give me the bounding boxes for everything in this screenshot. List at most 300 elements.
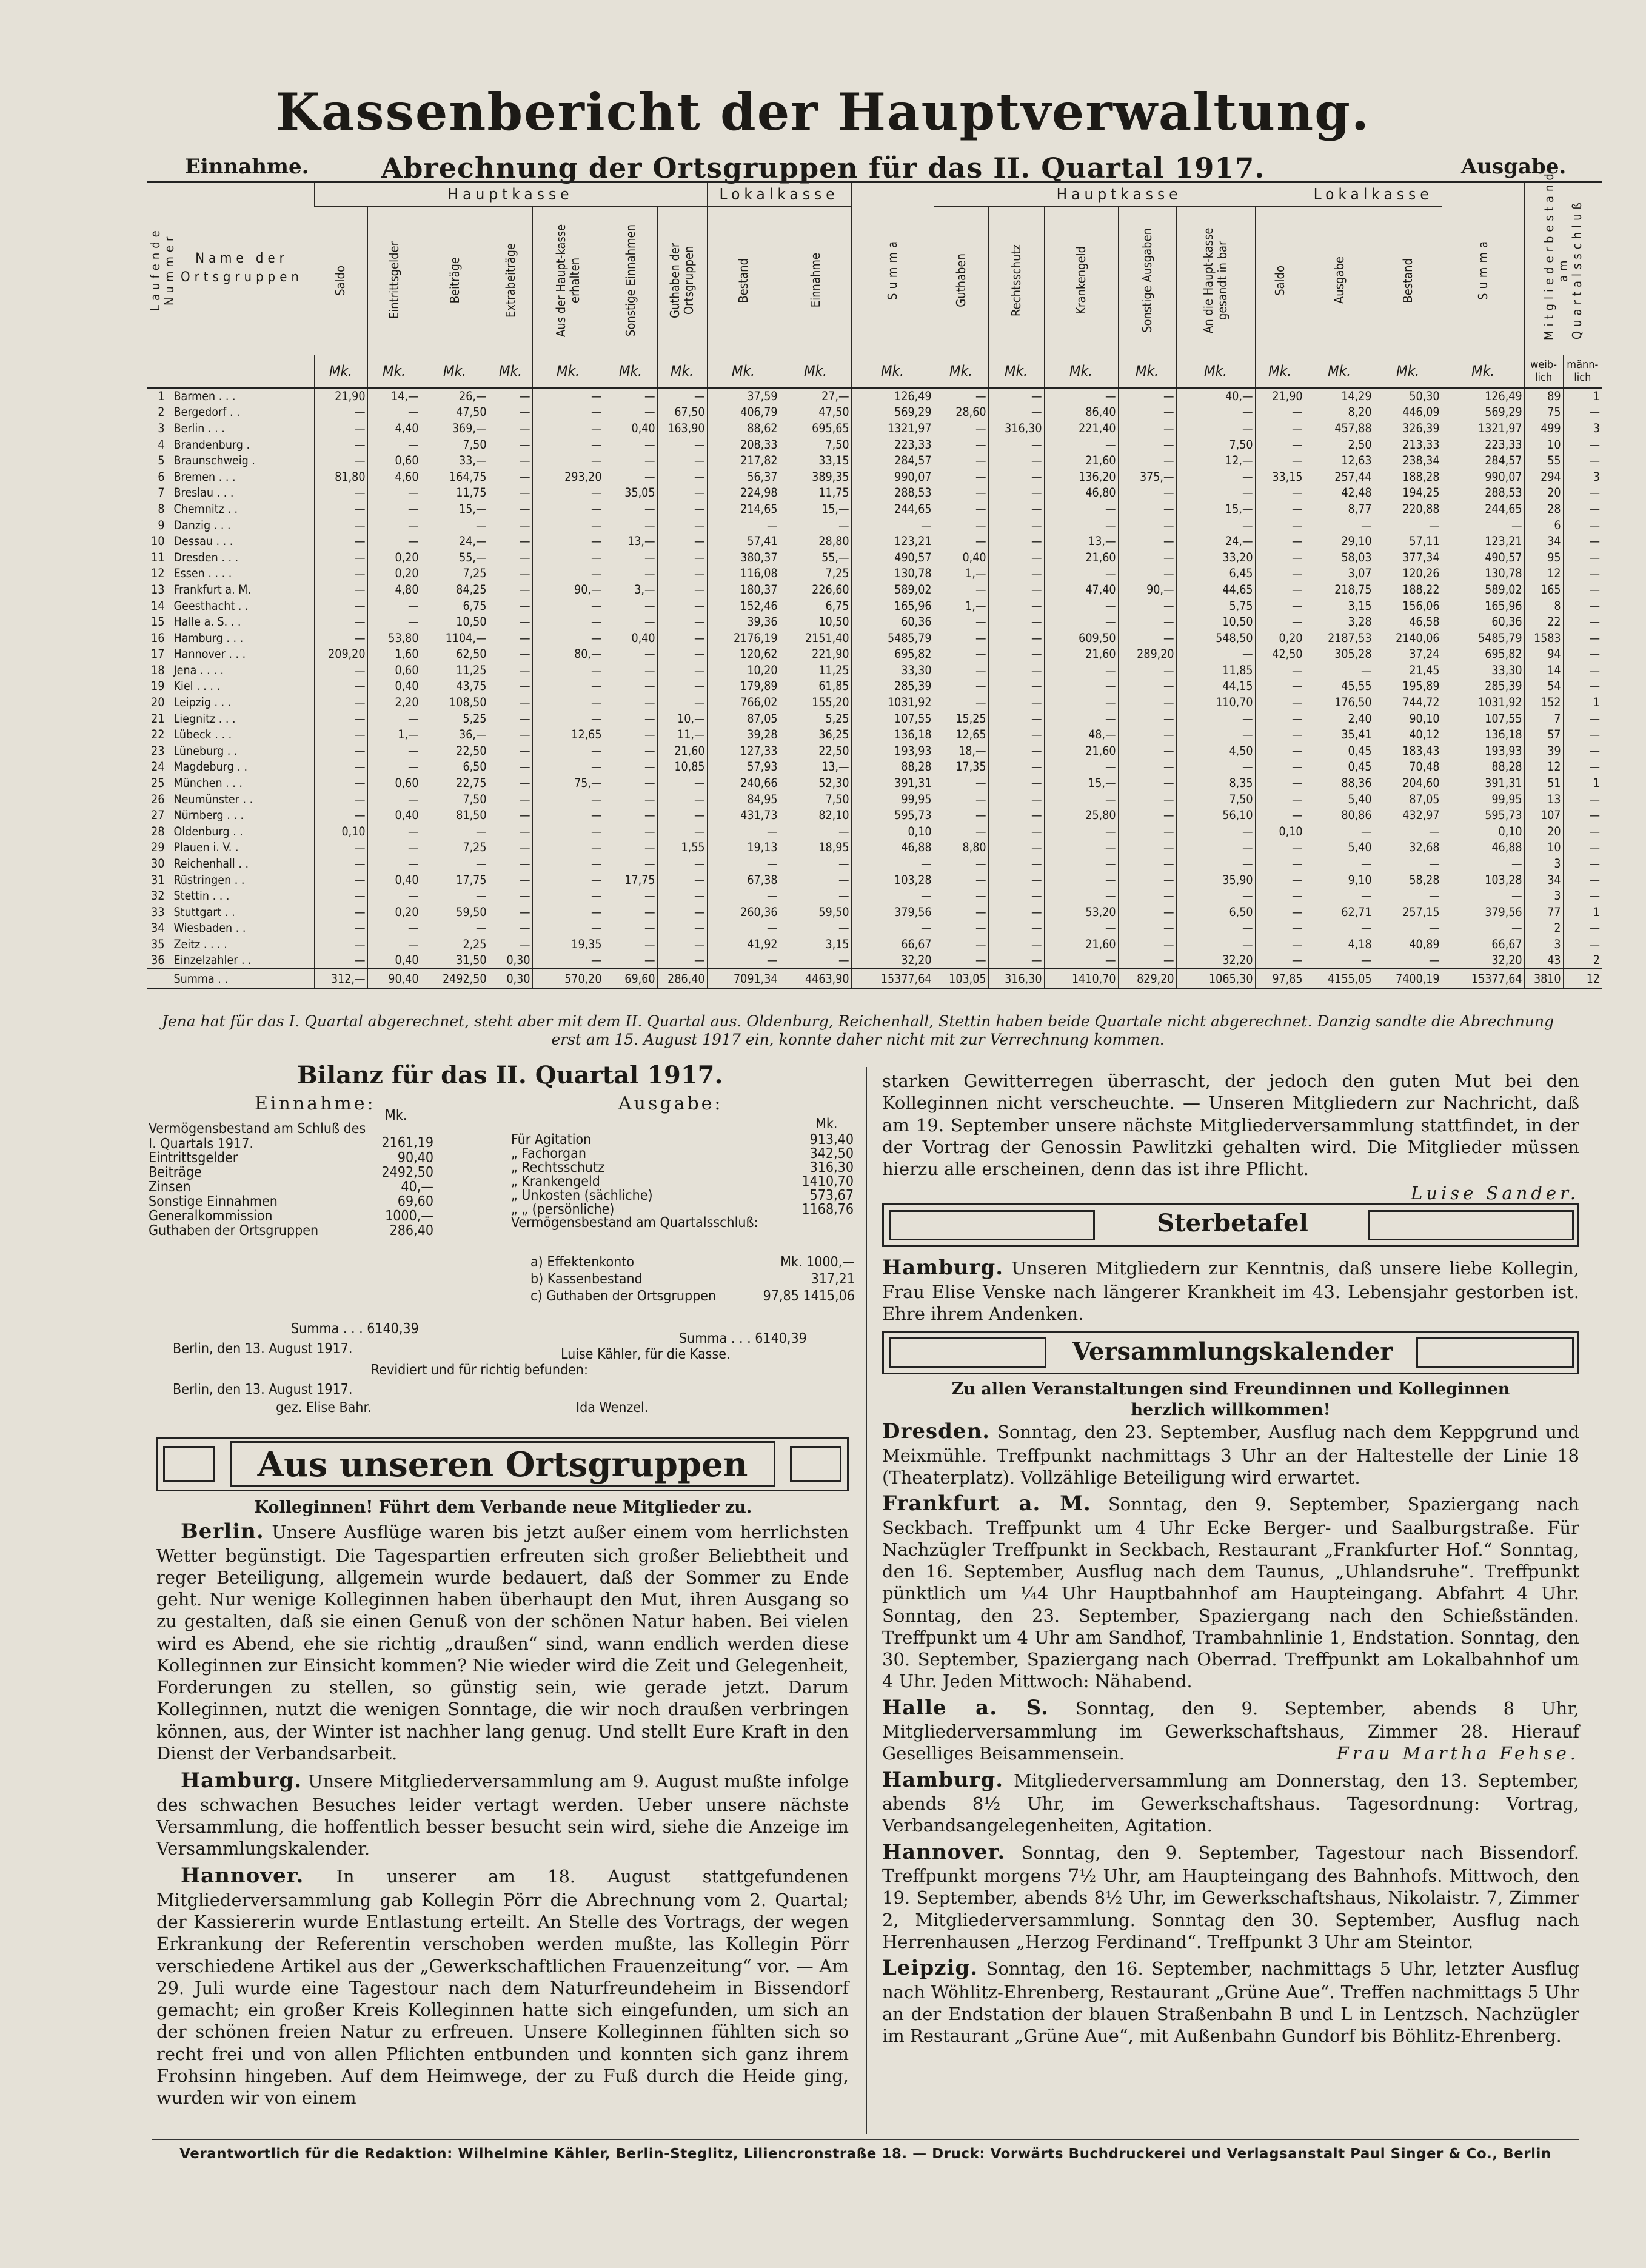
sterbetafel-title: Sterbetafel: [1157, 1209, 1308, 1237]
row-value: —: [1563, 566, 1602, 582]
row-value: —: [489, 678, 532, 695]
row-value: 3: [1563, 420, 1602, 437]
row-number: 2: [158, 405, 165, 420]
row-value: —: [532, 743, 604, 759]
row-value: 42,50: [1255, 646, 1305, 663]
row-value: —: [934, 775, 988, 791]
row-value: 59,50: [421, 904, 489, 920]
row-value: 8,80: [934, 840, 988, 856]
row-value: 5,40: [1305, 840, 1374, 856]
row-value: —: [1118, 775, 1176, 791]
row-value: 0,60: [367, 452, 421, 469]
row-value: 13,—: [780, 759, 851, 775]
row-value: —: [934, 904, 988, 920]
th-col-14: Krankengeld: [1044, 206, 1118, 355]
sterbetafel-ornament-left: [889, 1210, 1095, 1240]
row-value: 136,20: [1044, 469, 1118, 485]
row-value: 377,34: [1374, 549, 1442, 566]
row-value: —: [1255, 888, 1305, 904]
row-value: 156,06: [1374, 598, 1442, 614]
row-value: —: [1255, 678, 1305, 695]
sum-value: 7091,34: [707, 968, 780, 989]
row-value: —: [1305, 517, 1374, 534]
row-value: 1: [1563, 388, 1602, 404]
row-value: —: [604, 888, 657, 904]
row-value: —: [707, 823, 780, 840]
row-value: —: [532, 420, 604, 437]
row-value: —: [1563, 888, 1602, 904]
row-value: —: [1374, 517, 1442, 534]
row-value: —: [1118, 904, 1176, 920]
row-value: —: [988, 614, 1044, 630]
row-value: —: [1044, 566, 1118, 582]
row-name: Essen . . . .: [170, 566, 314, 582]
row-value: —: [314, 517, 367, 534]
row-value: —: [604, 791, 657, 808]
row-name: Jena . . . .: [170, 662, 314, 678]
row-value: —: [934, 952, 988, 969]
row-value: 37,24: [1374, 646, 1442, 663]
row-value: 293,20: [532, 469, 604, 485]
row-value: 180,37: [707, 581, 780, 598]
row-value: 213,33: [1374, 437, 1442, 453]
th-col-13: Rechtsschutz: [988, 206, 1044, 355]
row-value: —: [604, 452, 657, 469]
row-value: 3: [1524, 888, 1563, 904]
row-value: —: [657, 936, 707, 952]
row-value: —: [1255, 952, 1305, 969]
row-value: 39,36: [707, 614, 780, 630]
row-value: —: [1255, 694, 1305, 711]
row-name: Dessau . . .: [170, 533, 314, 549]
row-value: 1104,—: [421, 630, 489, 646]
row-value: 0,40: [604, 630, 657, 646]
row-value: 10: [1524, 437, 1563, 453]
row-value: —: [314, 936, 367, 952]
bilanz-line-label: Für Agitation: [511, 1132, 592, 1148]
row-value: 58,28: [1374, 872, 1442, 888]
row-value: 116,08: [707, 566, 780, 582]
row-value: 53,20: [1044, 904, 1118, 920]
th-col-7: Sonstige Einnahmen: [604, 206, 657, 355]
row-value: —: [1255, 711, 1305, 727]
row-value: 15,25: [934, 711, 988, 727]
row-value: —: [314, 840, 367, 856]
bilanz-verm-label: Vermögensbestand am Quartalsschluß:: [511, 1215, 758, 1231]
bilanz-line: [149, 1165, 433, 1180]
row-value: —: [1118, 662, 1176, 678]
bilanz-line-label: c) Guthaben der Ortsgruppen: [530, 1288, 717, 1304]
row-value: —: [657, 388, 707, 404]
row-value: 391,31: [851, 775, 934, 791]
row-value: 217,82: [707, 452, 780, 469]
row-name: Braunschweig .: [170, 452, 314, 469]
row-value: —: [489, 501, 532, 517]
table-row: [147, 840, 1602, 856]
row-value: 32,20: [1176, 952, 1255, 969]
row-value: 7,25: [780, 566, 851, 582]
row-number: 11: [151, 550, 165, 564]
row-value: —: [489, 936, 532, 952]
bilanz-line: [149, 1223, 433, 1239]
row-value: —: [1118, 952, 1176, 969]
row-value: 36,25: [780, 726, 851, 743]
row-value: 7,50: [780, 791, 851, 808]
row-number: 4: [158, 437, 165, 452]
row-value: —: [1118, 404, 1176, 421]
bilanz-ausgabe-label: Ausgabe:: [618, 1093, 723, 1114]
row-number: 1: [158, 389, 165, 404]
row-value: 208,33: [707, 437, 780, 453]
bilanz-line-label: Generalkommission: [149, 1208, 273, 1224]
row-number: 14: [151, 598, 165, 613]
th-name: Name der Ortsgruppen: [170, 182, 314, 355]
row-value: 223,33: [851, 437, 934, 453]
row-number: 25: [151, 776, 165, 791]
row-value: —: [988, 566, 1044, 582]
unit-cell: Mk.: [780, 355, 851, 388]
row-value: 107,55: [1442, 711, 1524, 727]
row-value: —: [314, 952, 367, 969]
row-value: 1,—: [367, 726, 421, 743]
table-row: [147, 694, 1602, 711]
row-value: —: [1255, 855, 1305, 872]
row-value: —: [314, 807, 367, 823]
row-value: 33,—: [421, 452, 489, 469]
table-row: [147, 711, 1602, 727]
row-value: —: [657, 598, 707, 614]
row-value: —: [1255, 566, 1305, 582]
row-value: —: [1118, 840, 1176, 856]
th-col-5: Extrabeiträge: [489, 206, 532, 355]
row-value: —: [367, 920, 421, 937]
kalender-entry: [882, 1491, 1579, 1693]
row-value: —: [489, 404, 532, 421]
row-value: —: [1118, 485, 1176, 501]
row-value: 46,88: [851, 840, 934, 856]
row-value: 31,50: [421, 952, 489, 969]
row-value: —: [988, 936, 1044, 952]
row-value: —: [367, 936, 421, 952]
row-value: —: [314, 566, 367, 582]
row-value: —: [1044, 823, 1118, 840]
row-value: 209,20: [314, 646, 367, 663]
row-number: 6: [158, 469, 165, 484]
sum-value: 15377,64: [1442, 968, 1524, 989]
row-value: —: [604, 646, 657, 663]
sum-value: 4463,90: [780, 968, 851, 989]
row-value: 42,48: [1305, 485, 1374, 501]
row-value: 0,30: [489, 952, 532, 969]
bilanz-line-label: „ Krankengeld: [511, 1174, 600, 1189]
table-row: [147, 678, 1602, 695]
row-value: 548,50: [1176, 630, 1255, 646]
bilanz-line-value: 316,30: [809, 1160, 854, 1176]
row-number: 8: [158, 501, 165, 516]
row-name: Rüstringen . .: [170, 872, 314, 888]
row-value: 193,93: [1442, 743, 1524, 759]
page-title: Kassenbericht der Hauptverwaltung.: [275, 82, 1371, 142]
row-value: —: [1255, 807, 1305, 823]
row-value: —: [532, 694, 604, 711]
row-value: —: [1118, 678, 1176, 695]
row-value: 61,85: [780, 678, 851, 695]
row-value: —: [1255, 726, 1305, 743]
row-value: 130,78: [1442, 566, 1524, 582]
row-value: —: [1176, 404, 1255, 421]
bilanz-mk-right: Mk.: [815, 1116, 838, 1132]
row-value: 285,39: [851, 678, 934, 695]
row-value: 12,65: [934, 726, 988, 743]
row-value: 2140,06: [1374, 630, 1442, 646]
row-value: —: [1563, 485, 1602, 501]
row-value: 22: [1524, 614, 1563, 630]
table-row: [147, 598, 1602, 614]
row-value: —: [314, 437, 367, 453]
row-value: 155,20: [780, 694, 851, 711]
bilanz-line-label: b) Kassenbestand: [530, 1271, 643, 1287]
row-value: 21,90: [314, 388, 367, 404]
row-value: 127,33: [707, 743, 780, 759]
row-value: —: [1176, 711, 1255, 727]
row-value: 94: [1524, 646, 1563, 663]
row-value: 15,—: [1044, 775, 1118, 791]
row-value: —: [604, 726, 657, 743]
row-name: Leipzig . . .: [170, 694, 314, 711]
table-row: [147, 437, 1602, 453]
row-value: —: [657, 452, 707, 469]
row-value: —: [657, 581, 707, 598]
row-value: —: [367, 598, 421, 614]
row-value: 47,40: [1044, 581, 1118, 598]
row-value: —: [1118, 759, 1176, 775]
row-value: —: [1118, 823, 1176, 840]
bilanz-line-value: 913,40: [809, 1132, 854, 1148]
row-value: —: [367, 759, 421, 775]
table-row: [147, 936, 1602, 952]
row-value: —: [314, 630, 367, 646]
row-value: —: [532, 952, 604, 969]
row-value: 35,90: [1176, 872, 1255, 888]
row-value: —: [604, 807, 657, 823]
row-value: —: [1255, 517, 1305, 534]
row-value: 195,89: [1374, 678, 1442, 695]
row-value: —: [532, 485, 604, 501]
row-value: —: [934, 614, 988, 630]
row-value: —: [489, 759, 532, 775]
table-row: [147, 549, 1602, 566]
row-value: 10,20: [707, 662, 780, 678]
row-value: —: [1044, 517, 1118, 534]
sum-value: 97,85: [1255, 968, 1305, 989]
row-value: —: [1374, 920, 1442, 937]
row-value: 0,20: [1255, 630, 1305, 646]
row-value: —: [707, 517, 780, 534]
row-number: 23: [151, 743, 165, 758]
kalender-intro: Zu allen Veranstaltungen sind Freundinnen und Kolleginnen herzlich willkommen!: [951, 1380, 1510, 1419]
row-value: —: [421, 823, 489, 840]
row-value: 221,90: [780, 646, 851, 663]
row-value: —: [489, 614, 532, 630]
row-value: 326,39: [1374, 420, 1442, 437]
row-value: —: [988, 711, 1044, 727]
row-number: 35: [151, 937, 165, 951]
row-value: —: [657, 533, 707, 549]
row-value: —: [988, 888, 1044, 904]
row-value: 432,97: [1374, 807, 1442, 823]
row-value: 2187,53: [1305, 630, 1374, 646]
row-value: —: [489, 807, 532, 823]
table-row: [147, 614, 1602, 630]
row-value: —: [1176, 726, 1255, 743]
row-value: 26,—: [421, 388, 489, 404]
row-value: —: [707, 920, 780, 937]
continuation-text: starken Gewitterregen überrascht, der jedoch den guten Mut bei den Kolleginnen nicht verscheuchte. — Unseren Mitgliedern zur Nachricht, daß am 19. September unsere nächste Mitgliederversammlung stattfindet, in der der Vortrag der Genossin Pawlitzki gehalten wird. Die Mitglieder müssen hierzu alle erscheinen, denn das ist ihre Pflicht.: [882, 1071, 1579, 1179]
row-number: 21: [151, 711, 165, 726]
row-name: Lübeck . . .: [170, 726, 314, 743]
row-value: —: [988, 404, 1044, 421]
row-value: 80,86: [1305, 807, 1374, 823]
row-value: 766,02: [707, 694, 780, 711]
row-value: 152,46: [707, 598, 780, 614]
row-value: —: [988, 598, 1044, 614]
row-value: —: [1176, 469, 1255, 485]
row-value: 36,—: [421, 726, 489, 743]
row-value: —: [1176, 840, 1255, 856]
row-value: 24,—: [1176, 533, 1255, 549]
table-row: [147, 823, 1602, 840]
row-value: 90,—: [532, 581, 604, 598]
unit-cell: Mk.: [1118, 355, 1176, 388]
row-value: 17,35: [934, 759, 988, 775]
row-value: —: [489, 517, 532, 534]
row-value: —: [532, 823, 604, 840]
bilanz-rev-1: gez. Elise Bahr.: [276, 1400, 372, 1416]
row-value: 33,20: [1176, 549, 1255, 566]
th-col-2: Saldo: [314, 206, 367, 355]
row-value: 44,15: [1176, 678, 1255, 695]
row-value: 0,40: [604, 420, 657, 437]
sum-value: 316,30: [988, 968, 1044, 989]
row-number: 17: [151, 647, 165, 661]
row-value: 3: [1563, 469, 1602, 485]
table-row: [147, 469, 1602, 485]
row-value: 14: [1524, 662, 1563, 678]
row-value: 95: [1524, 549, 1563, 566]
row-value: —: [314, 726, 367, 743]
row-value: 695,82: [851, 646, 934, 663]
row-value: —: [988, 920, 1044, 937]
row-name: Stettin . . .: [170, 888, 314, 904]
row-value: 75: [1524, 404, 1563, 421]
row-value: —: [489, 388, 532, 404]
row-value: —: [532, 614, 604, 630]
row-value: —: [1563, 501, 1602, 517]
row-value: —: [1255, 840, 1305, 856]
unit-cell: [170, 355, 314, 388]
row-value: 14,29: [1305, 388, 1374, 404]
row-value: 1,—: [934, 566, 988, 582]
row-value: 88,28: [851, 759, 934, 775]
row-value: 11,75: [780, 485, 851, 501]
bilanz-line-label: Eintrittsgelder: [149, 1150, 238, 1166]
th-col-18: Ausgabe: [1305, 206, 1374, 355]
row-value: 123,21: [851, 533, 934, 549]
row-value: 57: [1524, 726, 1563, 743]
row-value: —: [532, 904, 604, 920]
row-value: 99,95: [1442, 791, 1524, 808]
sterbetafel-text: Unseren Mitgliedern zur Kenntnis, daß unsere liebe Kollegin, Frau Elise Venske nach längerer Krankheit im 43. Lebensjahr gestorben ist. Ehre ihrem Andenken.: [882, 1258, 1579, 1324]
row-name: Magdeburg . .: [170, 759, 314, 775]
row-value: 3,—: [604, 581, 657, 598]
row-value: 82,10: [780, 807, 851, 823]
row-value: —: [934, 469, 988, 485]
sum-value: 1410,70: [1044, 968, 1118, 989]
bilanz-line-value: 97,85 1415,06: [763, 1288, 855, 1304]
row-number: 7: [158, 486, 165, 500]
kalender-entry: [882, 1839, 1579, 1953]
row-value: —: [1044, 855, 1118, 872]
row-number: 18: [151, 663, 165, 677]
th-col-17: Saldo: [1255, 206, 1305, 355]
table-row: [147, 501, 1602, 517]
row-value: 744,72: [1374, 694, 1442, 711]
row-value: —: [532, 759, 604, 775]
row-value: 14,—: [367, 388, 421, 404]
row-value: 88,36: [1305, 775, 1374, 791]
row-value: 120,26: [1374, 566, 1442, 582]
row-value: 54: [1524, 678, 1563, 695]
row-value: —: [934, 920, 988, 937]
row-value: 369,—: [421, 420, 489, 437]
row-value: 35,41: [1305, 726, 1374, 743]
row-value: 0,10: [314, 823, 367, 840]
row-value: 7,50: [421, 791, 489, 808]
row-value: —: [314, 678, 367, 695]
row-value: 81,50: [421, 807, 489, 823]
ortsgruppe-text: In unserer am 18. August stattgefundenen Mitgliederversammlung gab Kollegin Pörr die Abrechnung vom 2. Quartal; der Kassiererin wurde Entlastung erteilt. An Stelle des Vortrags, der wegen Erkrankung der Referentin verschoben werden mußte, las Kollegin Pörr verschiedene Artikel aus der „Gewerkschaftlichen Frauenzeitung“ vor. — Am 29. Juli wurde eine Tagestour nach dem Naturfreundeheim in Bissendorf gemacht; ein großer Kreis Kolleginnen hatte sich eingefunden, um sich an der schönen freien Natur zu erfreuen. Unsere Kolleginnen fühlten sich so recht frei und von allen Pflichten entbunden und konnten sich ganz ihrem Frohsinn hingeben. Auf dem Heimwege, der zu Fuß durch die Heide ging, wurden wir von einem: [156, 1866, 849, 2108]
row-value: —: [1044, 888, 1118, 904]
row-value: —: [988, 694, 1044, 711]
row-value: —: [532, 533, 604, 549]
row-value: —: [1118, 437, 1176, 453]
row-value: 12,65: [532, 726, 604, 743]
row-value: 1031,92: [851, 694, 934, 711]
unit-cell: Mk.: [421, 355, 489, 388]
row-value: —: [489, 888, 532, 904]
row-value: —: [489, 549, 532, 566]
bilanz-summa-aus: Summa . . . 6140,39: [679, 1331, 807, 1346]
row-value: 214,65: [707, 501, 780, 517]
row-value: 589,02: [851, 581, 934, 598]
row-value: —: [1255, 485, 1305, 501]
row-value: —: [1563, 662, 1602, 678]
row-value: —: [489, 920, 532, 937]
bilanz-line-value: 573,67: [809, 1188, 854, 1203]
unit-cell: Mk.: [657, 355, 707, 388]
ortsgruppen-slogan: Kolleginnen! Führt dem Verbande neue Mitglieder zu.: [254, 1498, 752, 1517]
row-value: —: [988, 452, 1044, 469]
row-value: —: [314, 888, 367, 904]
bilanz-title: Bilanz für das II. Quartal 1917.: [297, 1061, 723, 1089]
row-value: —: [1176, 936, 1255, 952]
table-row: [147, 388, 1602, 404]
row-value: —: [604, 662, 657, 678]
kalender-signature: Frau Martha Fehse.: [1336, 1743, 1579, 1764]
row-value: 103,28: [851, 872, 934, 888]
row-value: 5,75: [1176, 598, 1255, 614]
row-value: —: [1305, 662, 1374, 678]
